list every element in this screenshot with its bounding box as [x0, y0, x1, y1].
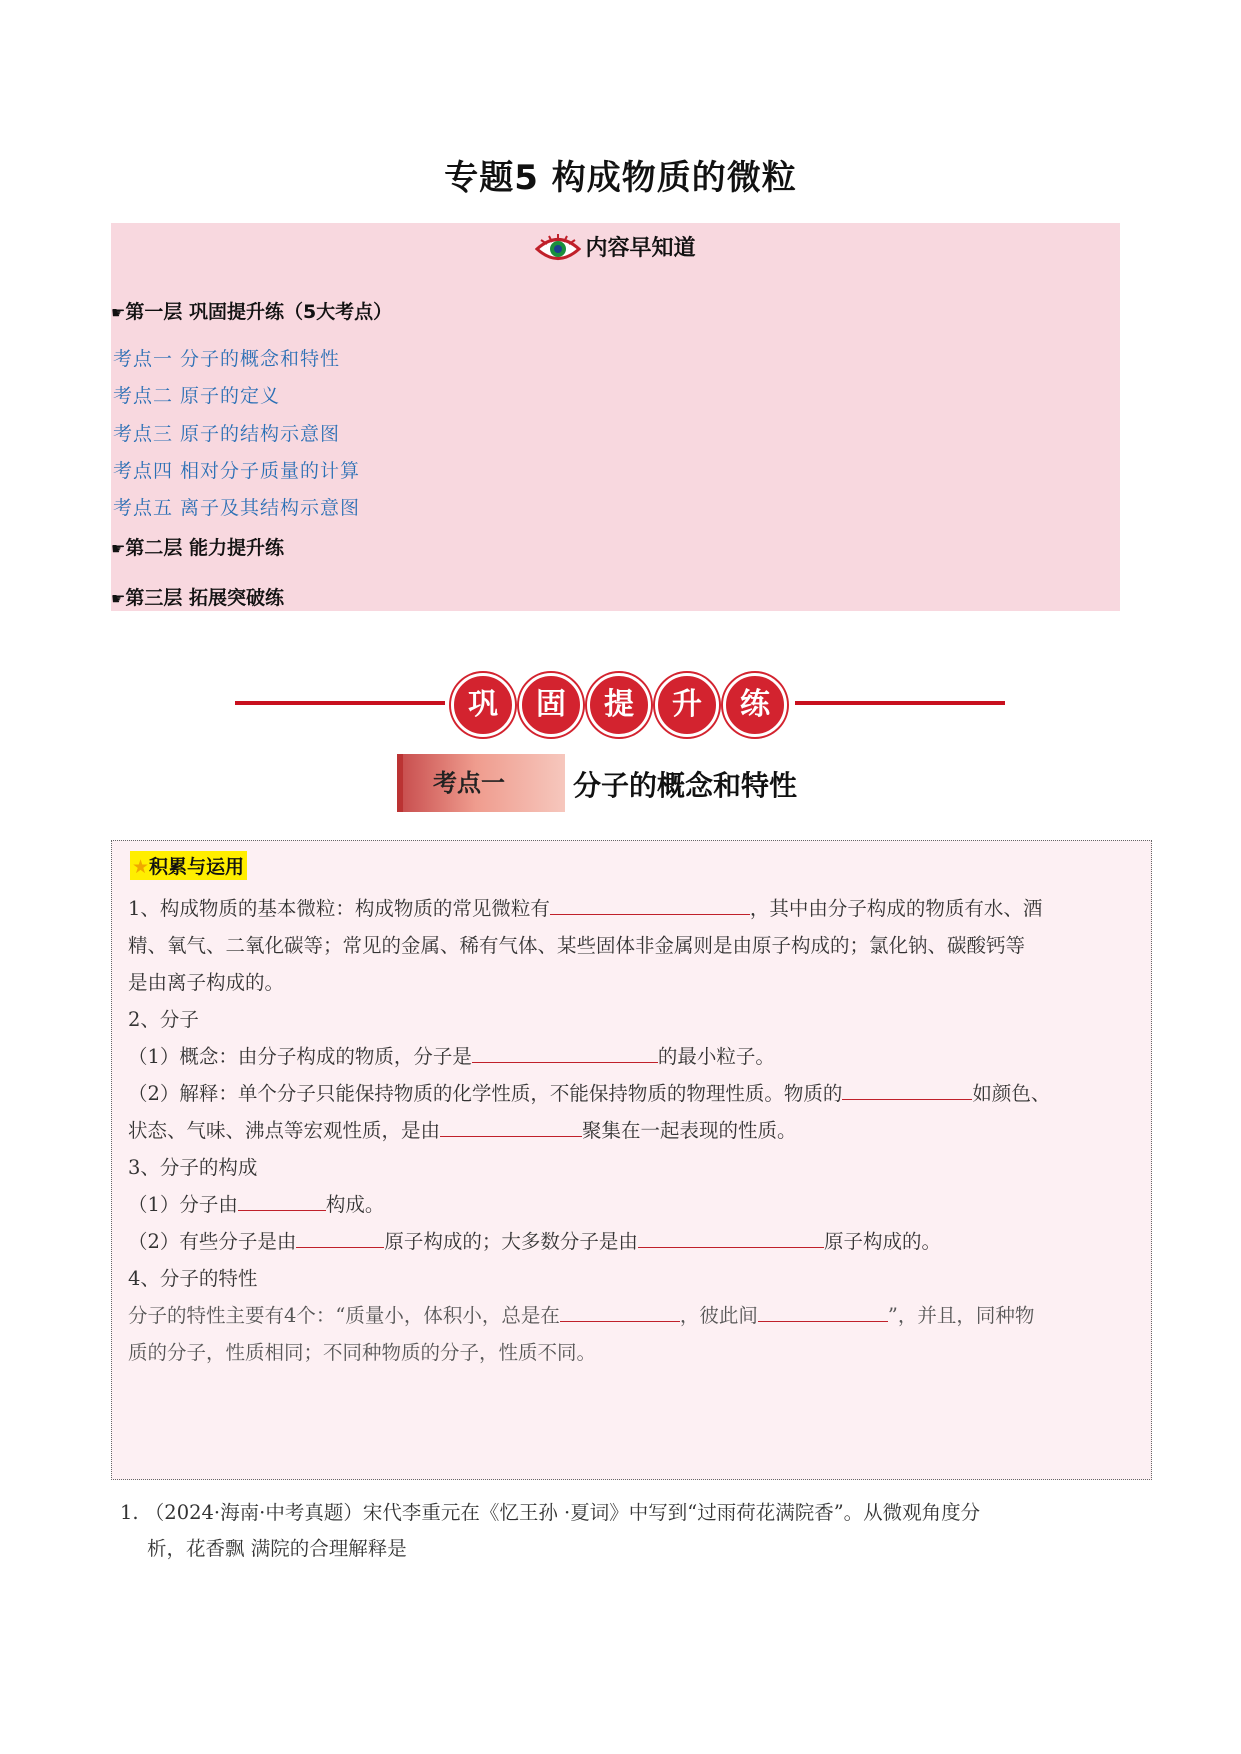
- page-title: 专题5 构成物质的微粒: [444, 158, 797, 198]
- fill-blank[interactable]: [842, 1081, 972, 1100]
- box-line: （1）概念：由分子构成的物质，分子是 的最小粒子。: [128, 1045, 775, 1068]
- banner-char: 升: [655, 673, 719, 737]
- fill-blank[interactable]: [758, 1303, 888, 1322]
- banner-line-left: [235, 701, 445, 705]
- pointing-hand-icon: ☛: [111, 539, 126, 558]
- kaodian-name: 分子的概念和特性: [573, 769, 798, 802]
- toc-header-text: 内容早知道: [585, 236, 696, 261]
- fill-blank[interactable]: [472, 1044, 658, 1063]
- box-line: 3、分子的构成: [128, 1156, 258, 1179]
- toc-kaodian-5[interactable]: 考点五 离子及其结构示意图: [113, 497, 361, 519]
- star-icon: ★: [132, 856, 150, 878]
- eye-icon: [535, 234, 581, 264]
- toc-layer-3[interactable]: ☛第三层 拓展突破练: [111, 587, 284, 609]
- fill-blank[interactable]: [638, 1229, 824, 1248]
- question-1-line-1: 1. （2024·海南·中考真题）宋代李重元在《忆王孙 ·夏词》中写到“过雨荷花满院香”。从微观角度分: [120, 1501, 981, 1524]
- toc-kaodian-2[interactable]: 考点二 原子的定义: [113, 385, 281, 407]
- fill-blank[interactable]: [550, 896, 750, 915]
- box-line: 2、分子: [128, 1008, 199, 1031]
- toc-kaodian-3[interactable]: 考点三 原子的结构示意图: [113, 423, 341, 445]
- toc-panel: [111, 223, 1120, 611]
- toc-layer-2[interactable]: ☛第二层 能力提升练: [111, 537, 284, 559]
- toc-kaodian-1[interactable]: 考点一 分子的概念和特性: [113, 348, 341, 370]
- accumulation-box: [111, 840, 1152, 1480]
- toc-header: [111, 231, 1120, 264]
- box-line: 状态、气味、沸点等宏观性质，是由 聚集在一起表现的性质。: [128, 1119, 797, 1142]
- question-1-line-2: 析，花香飘 满院的合理解释是: [147, 1537, 407, 1560]
- box-line: 分子的特性主要有4个：“质量小，体积小，总是在 ，彼此间 ”，并且，同种物: [128, 1304, 1035, 1327]
- box-line: 4、分子的特性: [128, 1267, 258, 1290]
- banner-char: 练: [723, 673, 787, 737]
- banner-char: 提: [587, 673, 651, 737]
- box-line: 精、氧气、二氧化碳等；常见的金属、稀有气体、某些固体非金属则是由原子构成的；氯化钠、碳酸钙等: [128, 934, 1026, 957]
- box-line: （2）有些分子是由 原子构成的；大多数分子是由 原子构成的。: [128, 1230, 941, 1253]
- banner-line-right: [795, 701, 1005, 705]
- box-line: （2）解释：单个分子只能保持物质的化学性质，不能保持物质的物理性质。物质的 如颜色、: [128, 1082, 1051, 1105]
- fill-blank[interactable]: [560, 1303, 680, 1322]
- section-banner: [235, 673, 1005, 733]
- pointing-hand-icon: ☛: [111, 303, 126, 322]
- pointing-hand-icon: ☛: [111, 589, 126, 608]
- fill-blank[interactable]: [296, 1229, 384, 1248]
- fill-blank[interactable]: [440, 1118, 582, 1137]
- toc-kaodian-4[interactable]: 考点四 相对分子质量的计算: [113, 460, 361, 482]
- box-label: ★积累与运用: [130, 851, 247, 880]
- kaodian-tag: 考点一: [397, 754, 565, 812]
- banner-char: 固: [519, 673, 583, 737]
- box-line: （1）分子由 构成。: [128, 1193, 385, 1216]
- box-line: 质的分子，性质相同；不同种物质的分子，性质不同。: [128, 1341, 597, 1364]
- banner-char: 巩: [451, 673, 515, 737]
- toc-layer-1[interactable]: ☛第一层 巩固提升练（5大考点）: [111, 301, 393, 323]
- box-line: 是由离子构成的。: [128, 971, 285, 994]
- box-line: 1、构成物质的基本微粒：构成物质的常见微粒有 ，其中由分子构成的物质有水、酒: [128, 897, 1043, 920]
- fill-blank[interactable]: [238, 1192, 326, 1211]
